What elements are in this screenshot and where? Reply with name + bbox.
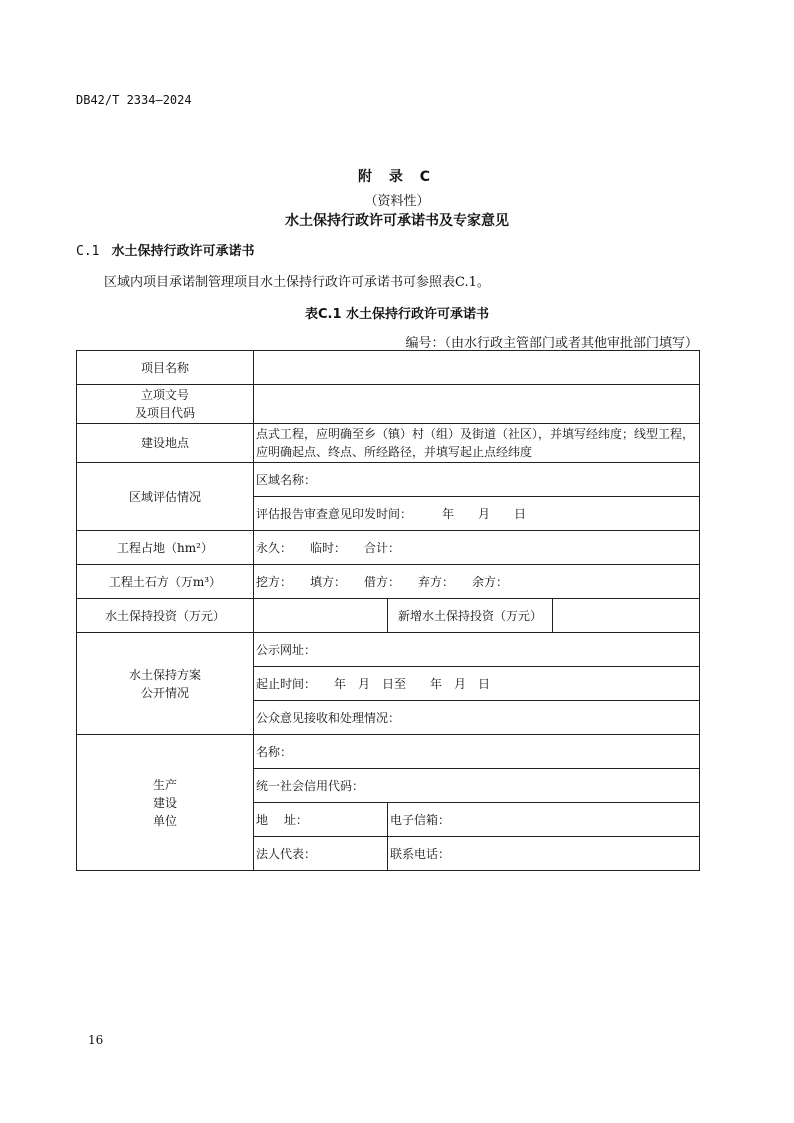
investment-field[interactable]: [254, 599, 388, 633]
section-heading: [76, 240, 255, 259]
region-label: 区域评估情况: [77, 463, 254, 531]
unit-label-line2: 建设: [152, 795, 177, 810]
location-text-line2: 应明确起点、终点、所经路径，并填写起止点经纬度: [256, 445, 533, 459]
approval-label: [77, 385, 254, 424]
earthwork-field[interactable]: 挖方： 填方： 借方： 弃方： 余方：: [254, 565, 700, 599]
project-name-label: 项目名称: [77, 351, 254, 385]
table-row: [77, 599, 700, 633]
commitment-form-table: [76, 350, 700, 871]
new-investment-field[interactable]: [553, 599, 700, 633]
table-row: [77, 633, 700, 667]
plan-label-line1: 水土保持方案: [128, 667, 201, 682]
table-row: [77, 351, 700, 385]
page-number: 16: [88, 1033, 104, 1047]
appendix-title: 附 录 C: [357, 169, 437, 185]
location-label: 建设地点: [77, 424, 254, 463]
area-label: 工程占地（hm²）: [77, 531, 254, 565]
unit-phone-field[interactable]: 联系电话：: [388, 837, 700, 871]
table-caption: 表C.1 水土保持行政许可承诺书: [304, 307, 490, 322]
plan-disclosure-label: [77, 633, 254, 735]
region-name-field[interactable]: 区域名称：: [254, 463, 700, 497]
table-row: [77, 531, 700, 565]
new-investment-label: 新增水土保持投资（万元）: [388, 599, 553, 633]
plan-feedback-field[interactable]: 公众意见接收和处理情况：: [254, 701, 700, 735]
location-field[interactable]: [254, 424, 700, 463]
approval-label-line1: 立项文号: [140, 388, 189, 402]
plan-period-field[interactable]: 起止时间： 年 月 日至 年 月 日: [254, 667, 700, 701]
table-row: [77, 735, 700, 769]
table-row: [77, 424, 700, 463]
plan-url-field[interactable]: 公示网址：: [254, 633, 700, 667]
investment-label: 水土保持投资（万元）: [77, 599, 254, 633]
earthwork-label: 工程土石方（万m³）: [77, 565, 254, 599]
serial-note: 编号：（由水行政主管部门或者其他审批部门填写）: [405, 336, 698, 351]
area-field[interactable]: 永久： 临时： 合计：: [254, 531, 700, 565]
unit-label: [77, 735, 254, 871]
unit-label-line3: 单位: [152, 813, 177, 828]
location-text-line1: 点式工程，应明确至乡（镇）村（组）及街道（社区），并填写经纬度；线型工程，: [256, 427, 695, 441]
unit-credit-field[interactable]: 统一社会信用代码：: [254, 769, 700, 803]
appendix-nature: （资料性）: [364, 194, 430, 209]
appendix-heading: 水土保持行政许可承诺书及专家意见: [285, 213, 509, 229]
section-title: 水土保持行政许可承诺书: [111, 244, 255, 259]
document-code: DB42/T 2334—2024: [76, 93, 192, 107]
unit-name-field[interactable]: 名称：: [254, 735, 700, 769]
table-row: [77, 463, 700, 497]
unit-legal-field[interactable]: 法人代表：: [254, 837, 388, 871]
project-name-field[interactable]: [254, 351, 700, 385]
approval-label-line2: 及项目代码: [134, 406, 195, 420]
region-report-field[interactable]: 评估报告审查意见印发时间： 年 月 日: [254, 497, 700, 531]
unit-label-line1: 生产: [152, 777, 177, 792]
unit-address-field[interactable]: 地 址：: [254, 803, 388, 837]
unit-email-field[interactable]: 电子信箱：: [388, 803, 700, 837]
plan-label-line2: 公开情况: [140, 685, 189, 700]
table-row: [77, 385, 700, 424]
section-paragraph: 区域内项目承诺制管理项目水土保持行政许可承诺书可参照表C.1。: [104, 275, 490, 290]
section-number: C.1: [76, 244, 100, 259]
table-row: [77, 565, 700, 599]
approval-field[interactable]: [254, 385, 700, 424]
